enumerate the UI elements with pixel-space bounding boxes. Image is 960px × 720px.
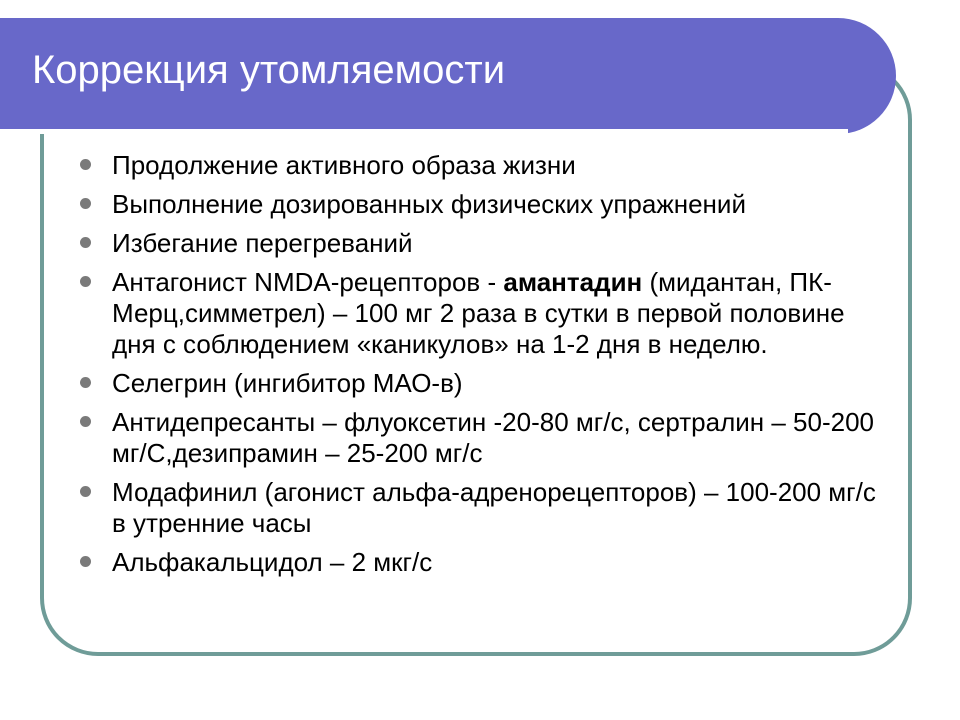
- bullet-item: [74, 407, 894, 469]
- bullet-list: [74, 150, 894, 586]
- bullet-text-prefix: Антагонист NMDA-рецепторов -: [112, 267, 504, 297]
- bullet-icon: [80, 237, 91, 248]
- bullet-item: [74, 189, 894, 220]
- bullet-item: [74, 228, 894, 259]
- bullet-text: Продолжение активного образа жизни: [112, 150, 576, 180]
- bullet-item: [74, 547, 894, 578]
- bullet-text: Антидепресанты – флуоксетин -20-80 мг/с, сертралин – 50-200 мг/С,дезипрамин – 25-200 мг/с: [112, 407, 874, 468]
- bullet-item: [74, 477, 894, 539]
- bullet-text: Выполнение дозированных физических упражнений: [112, 189, 746, 219]
- bullet-text: Модафинил (агонист альфа-адренорецепторов) – 100-200 мг/с в утренние часы: [112, 477, 876, 538]
- slide-title: Коррекция утомляемости: [32, 48, 506, 92]
- bullet-icon: [80, 556, 91, 567]
- bullet-icon: [80, 377, 91, 388]
- bullet-text: Альфакальцидол – 2 мкг/с: [112, 547, 433, 577]
- bullet-item: [74, 368, 894, 399]
- title-underline: [0, 129, 848, 134]
- bullet-icon: [80, 416, 91, 427]
- bullet-item: [74, 150, 894, 181]
- drug-name-bold: амантадин: [503, 267, 643, 297]
- bullet-icon: [80, 486, 91, 497]
- bullet-item: [74, 267, 894, 360]
- bullet-icon: [80, 276, 91, 287]
- bullet-text: Селегрин (ингибитор МАО-в): [112, 368, 463, 398]
- bullet-text: Избегание перегреваний: [112, 228, 413, 258]
- bullet-icon: [80, 159, 91, 170]
- bullet-icon: [80, 198, 91, 209]
- bullet-text-suffix: (мидантан, ПК-Мерц,симметрел) – 100 мг 2 раза в сутки в первой половине дня с соблюдением «каникулов» на 1-2 дня в неделю.: [112, 267, 845, 359]
